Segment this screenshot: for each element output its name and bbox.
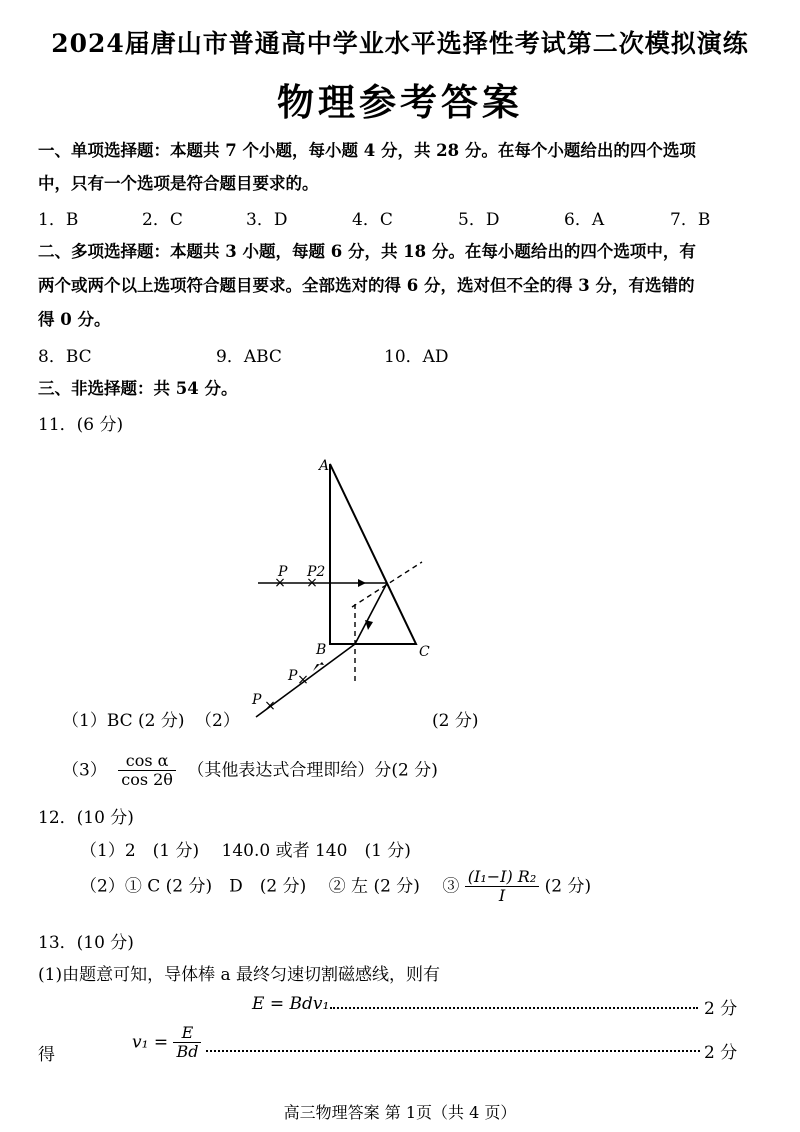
q11-part1: （1）BC (2 分)	[62, 711, 185, 731]
answer-10: 10．AD	[384, 347, 449, 367]
label-b: B	[316, 642, 327, 658]
q12-line2-score: (2 分)	[544, 876, 592, 897]
answer-7: 7．B	[670, 210, 711, 230]
q11-part3-prefix: （3）	[62, 760, 107, 781]
reflected-ray	[355, 583, 387, 644]
q13-label: 13．(10 分)	[38, 933, 134, 953]
q11-part3-suffix: （其他表达式合理即给）分(2 分)	[187, 760, 438, 781]
label-a: A	[319, 458, 330, 474]
section1-heading-line2: 中，只有一个选项是符合题目要求的。	[38, 174, 319, 193]
q12-line2	[80, 868, 591, 906]
answer-4: 4．C	[352, 210, 393, 230]
q11-part3-fraction	[118, 752, 176, 790]
q13-eq2	[132, 1024, 201, 1062]
q11-part2-prefix: （2）	[195, 711, 240, 731]
page-footer: 高三物理答案 第 1页（共 4 页）	[283, 1103, 517, 1122]
answer-3: 3．D	[246, 210, 288, 230]
answer-2: 2．C	[142, 210, 183, 230]
q11-part3	[62, 752, 438, 790]
section1-heading-line1: 一、单项选择题：本题共 7 个小题，每小题 4 分，共 28 分。在每个小题给出的四个选项	[38, 141, 696, 160]
section2-heading-line2: 两个或两个以上选项符合题目要求。全部选对的得 6 分，选对但不全的得 3 分，有选错的	[38, 276, 695, 295]
pin-mark-4: ×	[264, 698, 276, 714]
q13-eq2-lhs: v₁ =	[132, 1032, 169, 1053]
q12-label: 12．(10 分)	[38, 808, 134, 828]
label-p2: P2	[307, 564, 326, 580]
answer-9: 9．ABC	[216, 347, 282, 367]
document-subtitle: 物理参考答案	[277, 80, 523, 124]
prism-diagram	[240, 452, 460, 724]
prism-triangle	[330, 464, 416, 644]
q13-eq2-leader	[206, 1037, 700, 1053]
pin-mark-2: ×	[306, 575, 318, 591]
reflected-ray-arrow	[365, 620, 373, 630]
q12-line1: （1）2 (1 分) 140.0 或者 140 (1 分)	[80, 841, 411, 861]
answer-1: 1．B	[38, 210, 79, 230]
q13-eq1-leader	[330, 994, 698, 1010]
exit-ray-arrow	[313, 662, 324, 671]
answer-6: 6．A	[564, 210, 605, 230]
q11-label: 11．(6 分)	[38, 415, 124, 435]
q12-fraction-numerator: (I₁−I) R₂	[465, 868, 540, 887]
label-c: C	[419, 644, 430, 660]
label-p3: P	[288, 668, 298, 684]
label-p4: P	[252, 692, 262, 708]
answer-8: 8．BC	[38, 347, 92, 367]
q12-fraction-denominator: I	[498, 886, 506, 906]
answer-5: 5．D	[458, 210, 500, 230]
pin-mark-1: ×	[274, 575, 286, 591]
q11-part3-numerator: cos α	[118, 752, 176, 771]
label-p1: P	[278, 564, 288, 580]
q13-eq2-score: 2 分	[704, 1043, 738, 1063]
q11-part2-score: (2 分)	[432, 711, 479, 731]
q12-fraction	[465, 868, 540, 906]
q13-eq1: E = Bdv₁	[252, 994, 330, 1014]
q11-part3-denominator: cos 2θ	[121, 770, 173, 790]
section3-heading: 三、非选择题：共 54 分。	[38, 379, 238, 398]
section2-heading-line1: 二、多项选择题：本题共 3 小题，每题 6 分，共 18 分。在每小题给出的四个选项中，有	[38, 242, 696, 261]
pin-mark-3: ×	[297, 672, 309, 688]
incident-ray-arrow	[358, 579, 366, 587]
document-title: 2024届唐山市普通高中学业水平选择性考试第二次模拟演练	[51, 29, 749, 58]
q12-line2-text: （2）① C (2 分) D (2 分) ② 左 (2 分) ③	[80, 876, 460, 897]
q13-eq2-denominator: Bd	[176, 1042, 199, 1062]
q13-de: 得	[38, 1045, 55, 1065]
q13-line1: (1)由题意可知，导体棒 a 最终匀速切割磁感线，则有	[38, 965, 441, 985]
q13-eq2-numerator: E	[173, 1024, 201, 1043]
section2-heading-line3: 得 0 分。	[38, 310, 111, 329]
q13-eq2-fraction	[173, 1024, 201, 1062]
q13-eq1-score: 2 分	[704, 999, 738, 1019]
